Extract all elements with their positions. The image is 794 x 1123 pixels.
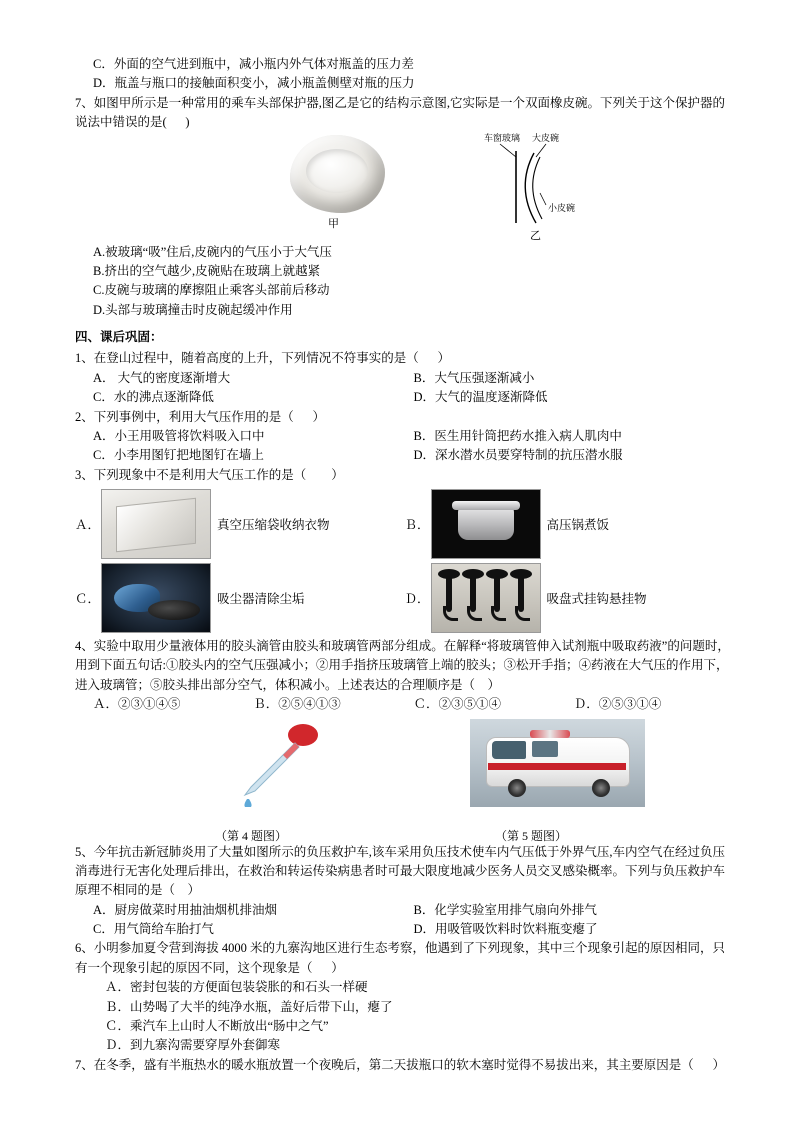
- top-option-c: C．外面的空气进到瓶中，减小瓶内外气体对瓶盖的压力差: [93, 57, 414, 71]
- q3-option-d-letter: Ｄ．: [404, 592, 430, 606]
- dropper-image: [225, 721, 335, 807]
- q2-option-d: D．深水潜水员要穿特制的抗压潜水服: [413, 448, 623, 463]
- section-title: 四、课后巩固：: [75, 330, 163, 344]
- q3-option-d: [405, 563, 735, 633]
- q1-option-a: A． 大气的密度逐渐增大: [93, 370, 231, 385]
- suction-hooks-image: [431, 563, 541, 633]
- q2-option-c: C．小李用图钉把地图钉在墙上: [93, 448, 264, 463]
- q1-option-b: B．大气压强逐渐减小: [413, 370, 535, 385]
- q7-option-c: C.皮碗与玻璃的摩擦阻止乘客头部前后移动: [93, 283, 330, 298]
- question-2-stem: 2、下列事例中，利用大气压作用的是（ ）: [75, 409, 326, 424]
- q7-option-b: B.挤出的空气越少,皮碗贴在玻璃上就越紧: [93, 263, 321, 278]
- figure-captions-row: [75, 827, 734, 843]
- q3-option-b-caption: 高压锅煮饭: [546, 518, 610, 532]
- svg-text:小皮碗: 小皮碗: [548, 202, 576, 213]
- q3-option-b: [405, 489, 735, 559]
- q6-option-c: Ｃ．乘汽车上山时人不断放出“肠中之气”: [105, 1018, 329, 1033]
- question-7-top-stem: 7、如图甲所示是一种常用的乘车头部保护器,图乙是它的结构示意图,它实际是一个双面橡皮碗。下列关于这个保护器的说法中错误的是( ): [75, 95, 726, 130]
- q3-option-a-letter: Ａ．: [75, 518, 101, 532]
- q5-option-b: B．化学实验室用排气扇向外排气: [413, 902, 597, 917]
- q4-option-d: Ｄ．②⑤③①④: [573, 697, 662, 712]
- q4-option-b: Ｂ．②⑤④①③: [253, 697, 341, 712]
- question-3-image-options: [75, 489, 734, 633]
- q3-option-c: [75, 563, 405, 633]
- svg-text:大皮碗: 大皮碗: [532, 132, 560, 143]
- question-1-stem: 1、在登山过程中，随着高度的上升，下列情况不符事实的是（ ）: [75, 351, 451, 366]
- vacuum-bag-image: [101, 489, 211, 559]
- q5-option-d: D．用吸管吸饮料时饮料瓶变瘪了: [413, 922, 598, 936]
- q7-option-a: A.被玻璃“吸”住后,皮碗内的气压小于大气压: [93, 244, 332, 259]
- figure-label-jia: 甲: [328, 217, 339, 230]
- suction-cup-image: [290, 135, 385, 213]
- q7-option-d: D.头部与玻璃撞击时皮碗起缓冲作用: [93, 302, 293, 317]
- q3-option-a-caption: 真空压缩袋收纳衣物: [217, 518, 330, 532]
- q5-figure-caption: （第 5 题图）: [495, 828, 568, 843]
- q6-option-d: Ｄ．到九寨沟需要穿厚外套御寒: [105, 1038, 281, 1053]
- svg-text:车窗玻璃: 车窗玻璃: [484, 132, 521, 143]
- q6-option-b: Ｂ．山势喝了大半的纯净水瓶，盖好后带下山，瘪了: [105, 999, 393, 1014]
- q1-option-c: C．水的沸点逐渐降低: [93, 390, 214, 405]
- q6-option-a: Ａ．密封包装的方便面包装袋胀的和石头一样硬: [105, 980, 368, 995]
- q3-option-a: [75, 489, 405, 559]
- q1-option-d: D．大气的温度逐渐降低: [413, 390, 548, 405]
- q3-option-b-letter: Ｂ．: [404, 518, 430, 532]
- top-option-d: D．瓶盖与瓶口的接触面积变小，减小瓶盖侧壁对瓶的压力: [93, 76, 415, 91]
- q4-option-c: Ｃ．②③⑤①④: [413, 697, 502, 712]
- q3-option-c-letter: Ｃ．: [75, 592, 101, 606]
- q2-option-a: A．小王用吸管将饮料吸入口中: [93, 428, 265, 443]
- question-5-stem: 5、今年抗击新冠肺炎用了大量如图所示的负压救护车,该车采用负压技术使车内气压低于外界气压,车内空气在经过负压消毒进行无害化处理后排出，在救治和转运传染病患者时可最大限度地减少医务人员交叉感染概率。下列与负压救护车原理不相同的是（ ）: [75, 844, 726, 898]
- question-3-stem: 3、下列现象中不是利用大气压工作的是（ ）: [75, 467, 344, 482]
- question-7-bottom-stem: 7、在冬季，盛有半瓶热水的暖水瓶放置一个夜晚后，第二天拔瓶口的软木塞时觉得不易拔出来，其主要原因是（ ）: [75, 1057, 726, 1072]
- q5-option-a: A．厨房做菜时用抽油烟机排油烟: [93, 902, 278, 917]
- question-4-stem: 4、实验中取用少量液体用的胶头滴管由胶头和玻璃管两部分组成。在解释“将玻璃管伸入试剂瓶中吸取药液”的问题时，用到下面五句话:①胶头内的空气压强减小；②用手指挤压玻璃管上端的胶头；③松开手指；④药液在大气压的作用下，进入玻璃管；⑤胶头排出部分空气，体积减小。上述表达的合理顺序是（ ）: [75, 639, 730, 692]
- q5-option-c: C．用气筒给车胎打气: [93, 922, 214, 936]
- ambulance-image: [470, 719, 645, 807]
- q3-option-d-caption: 吸盘式挂钩悬挂物: [546, 592, 647, 606]
- q4-figure-caption: （第 4 题图）: [215, 828, 288, 843]
- protector-structure-diagram: [470, 127, 650, 237]
- question-6-stem: 6、小明参加夏令营到海拔 4000 米的九寨沟地区进行生态考察，他遇到了下列现象，其中三个现象引起的原因相同，只有一个现象引起的原因不同，这个现象是（ ）: [75, 941, 726, 975]
- question-7-figures: [75, 132, 734, 243]
- figure-label-yi: 乙: [530, 229, 541, 242]
- question-4-5-figures: [75, 719, 734, 827]
- q4-option-a: Ａ．②③①④⑤: [93, 697, 181, 712]
- q2-option-b: B．医生用针筒把药水推入病人肌肉中: [413, 428, 622, 443]
- pressure-cooker-image: [431, 489, 541, 559]
- q3-option-c-caption: 吸尘器清除尘垢: [217, 592, 305, 606]
- vacuum-cleaner-image: [101, 563, 211, 633]
